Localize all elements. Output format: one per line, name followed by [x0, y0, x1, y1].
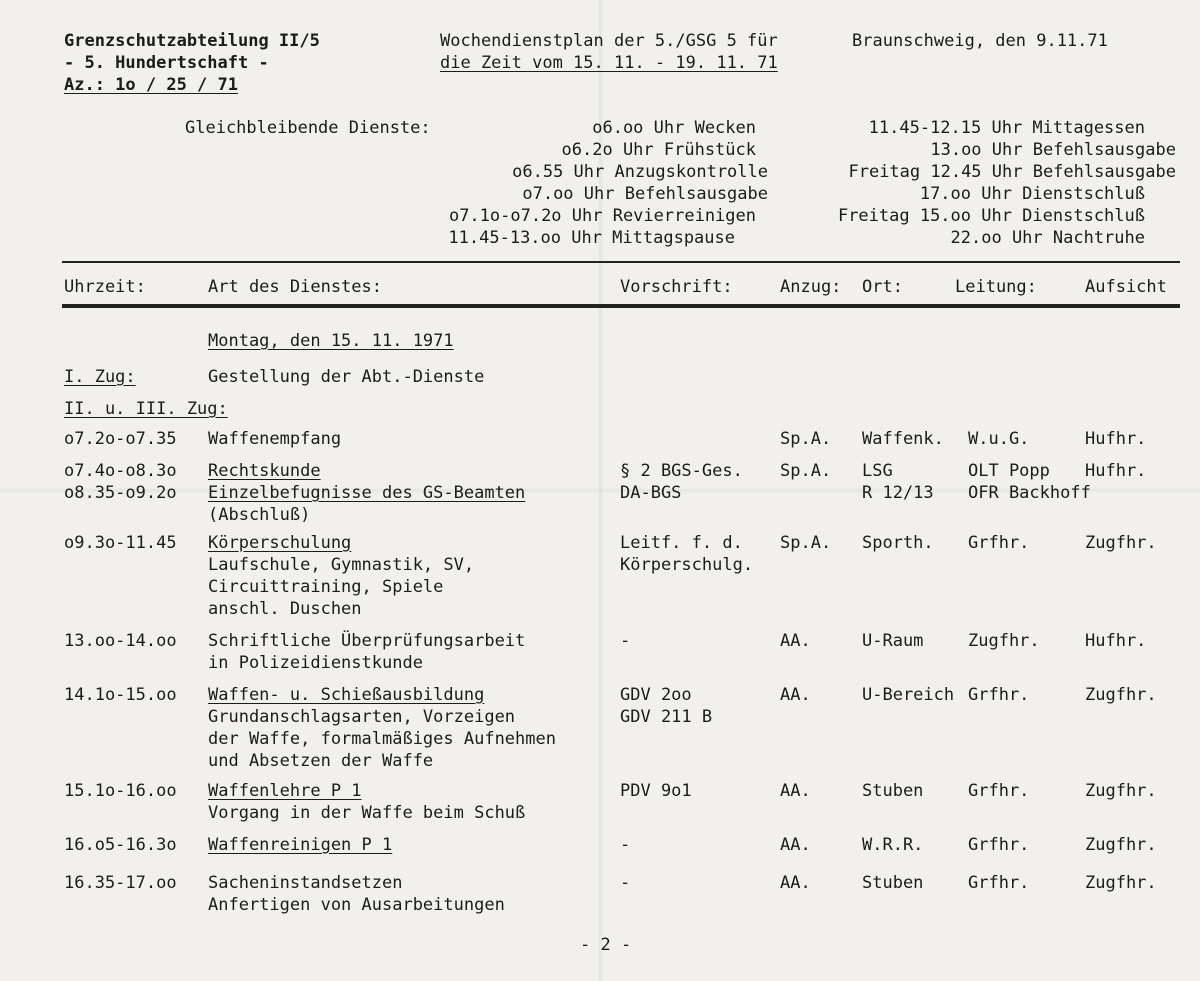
standing-duty-right: 11.45-12.15 Uhr Mittagessen	[868, 118, 1145, 138]
row-time: 14.1o-15.oo	[64, 685, 177, 705]
row-supervision: Zugfhr.	[1085, 685, 1157, 705]
standing-duty-right: Freitag 12.45 Uhr Befehlsausgabe	[848, 162, 1176, 182]
row-regulation: § 2 BGS-Ges.	[620, 461, 743, 481]
zug1-label: I. Zug:	[64, 367, 136, 387]
row-regulation: -	[620, 631, 631, 651]
row-regulation: Körperschulg.	[620, 555, 754, 575]
standing-duty-right: 22.oo Uhr Nachtruhe	[950, 228, 1145, 248]
row-topic: Rechtskunde	[208, 461, 321, 481]
row-topic-detail: Vorgang in der Waffe beim Schuß	[208, 803, 526, 823]
zug1-assignment: Gestellung der Abt.-Dienste	[208, 367, 485, 387]
row-topic-detail: in Polizeidienstkunde	[208, 653, 423, 673]
row-location: Stuben	[862, 873, 924, 893]
row-location: R 12/13	[862, 483, 934, 503]
row-regulation: Leitf. f. d.	[620, 533, 743, 553]
column-header-leitung: Leitung:	[955, 277, 1037, 297]
column-header-vorschrift: Vorschrift:	[620, 277, 733, 297]
column-header-aufsicht: Aufsicht	[1085, 277, 1167, 297]
row-location: Sporth.	[862, 533, 934, 553]
day-title: Montag, den 15. 11. 1971	[208, 331, 454, 351]
row-regulation: PDV 9o1	[620, 781, 692, 801]
unit-name: Grenzschutzabteilung II/5	[64, 31, 320, 51]
row-uniform: AA.	[780, 873, 811, 893]
row-leader: Grfhr.	[968, 835, 1030, 855]
row-supervision: Zugfhr.	[1085, 835, 1157, 855]
row-leader: W.u.G.	[968, 429, 1030, 449]
row-topic: Schriftliche Überprüfungsarbeit	[208, 631, 526, 651]
column-header-art: Art des Dienstes:	[208, 277, 382, 297]
place-date: Braunschweig, den 9.11.71	[852, 31, 1108, 51]
standing-duty-right: Freitag 15.oo Uhr Dienstschluß	[837, 206, 1145, 226]
row-regulation: DA-BGS	[620, 483, 682, 503]
row-uniform: AA.	[780, 631, 811, 651]
row-topic: Einzelbefugnisse des GS-Beamten	[208, 483, 526, 503]
row-time: 15.1o-16.oo	[64, 781, 177, 801]
row-topic: Körperschulung	[208, 533, 352, 553]
row-leader: Grfhr.	[968, 781, 1030, 801]
row-uniform: AA.	[780, 781, 811, 801]
row-uniform: Sp.A.	[780, 533, 832, 553]
plan-title-line1: Wochendienstplan der 5./GSG 5 für	[440, 31, 778, 51]
column-header-time: Uhrzeit:	[64, 277, 146, 297]
row-location: Stuben	[862, 781, 924, 801]
row-leader: OFR Backhoff	[968, 483, 1091, 503]
row-topic-detail: der Waffe, formalmäßiges Aufnehmen	[208, 729, 556, 749]
standing-duty-left: o7.1o-o7.2o Uhr Revierreinigen	[448, 206, 756, 226]
row-location: Waffenk.	[862, 429, 944, 449]
standing-duty-left: 11.45-13.oo Uhr Mittagspause	[448, 228, 735, 248]
row-time: 16.o5-16.3o	[64, 835, 177, 855]
row-topic-detail: Anfertigen von Ausarbeitungen	[208, 895, 505, 915]
header-rule-bottom	[62, 304, 1180, 308]
row-uniform: AA.	[780, 685, 811, 705]
standing-duty-left: o7.oo Uhr Befehlsausgabe	[522, 184, 768, 204]
row-regulation: GDV 211 B	[620, 707, 713, 727]
row-topic-detail: Grundanschlagsarten, Vorzeigen	[208, 707, 516, 727]
page-number: - 2 -	[580, 935, 632, 955]
column-header-anzug: Anzug:	[780, 277, 842, 297]
unit-subdivision: - 5. Hundertschaft -	[64, 53, 269, 73]
row-topic-detail: anschl. Duschen	[208, 599, 362, 619]
standing-duty-right: 17.oo Uhr Dienstschluß	[919, 184, 1145, 204]
plan-title-line2: die Zeit vom 15. 11. - 19. 11. 71	[440, 53, 778, 73]
row-uniform: AA.	[780, 835, 811, 855]
column-header-ort: Ort:	[862, 277, 903, 297]
row-leader: Zugfhr.	[968, 631, 1040, 651]
row-topic-detail: Circuittraining, Spiele	[208, 577, 444, 597]
row-time: o7.4o-o8.3o	[64, 461, 177, 481]
row-regulation: GDV 2oo	[620, 685, 692, 705]
row-location: U-Bereich	[862, 685, 955, 705]
row-topic: Waffenlehre P 1	[208, 781, 362, 801]
row-topic: Sacheninstandsetzen	[208, 873, 403, 893]
row-topic: Waffenempfang	[208, 429, 342, 449]
row-time: 16.35-17.oo	[64, 873, 177, 893]
row-time: o7.2o-o7.35	[64, 429, 177, 449]
header-rule-top	[62, 261, 1180, 263]
standing-duty-right: 13.oo Uhr Befehlsausgabe	[930, 140, 1176, 160]
row-supervision: Zugfhr.	[1085, 533, 1157, 553]
row-topic-detail: und Absetzen der Waffe	[208, 751, 434, 771]
row-regulation: -	[620, 873, 631, 893]
row-time: o9.3o-11.45	[64, 533, 177, 553]
row-supervision: Hufhr.	[1085, 631, 1147, 651]
row-supervision: Hufhr.	[1085, 429, 1147, 449]
zug23-label: II. u. III. Zug:	[64, 399, 228, 419]
row-location: W.R.R.	[862, 835, 924, 855]
reference-number: Az.: 1o / 25 / 71	[64, 75, 238, 95]
row-supervision: Zugfhr.	[1085, 781, 1157, 801]
row-regulation: -	[620, 835, 631, 855]
row-location: LSG	[862, 461, 893, 481]
row-topic-detail: Laufschule, Gymnastik, SV,	[208, 555, 475, 575]
row-supervision: Hufhr.	[1085, 461, 1147, 481]
standing-duties-label: Gleichbleibende Dienste:	[185, 118, 431, 138]
row-uniform: Sp.A.	[780, 429, 832, 449]
row-topic: Waffen- u. Schießausbildung	[208, 685, 485, 705]
row-leader: Grfhr.	[968, 685, 1030, 705]
row-topic: Waffenreinigen P 1	[208, 835, 393, 855]
row-time: 13.oo-14.oo	[64, 631, 177, 651]
standing-duty-left: o6.55 Uhr Anzugskontrolle	[512, 162, 768, 182]
row-time: o8.35-o9.2o	[64, 483, 177, 503]
row-leader: Grfhr.	[968, 873, 1030, 893]
row-supervision: Zugfhr.	[1085, 873, 1157, 893]
standing-duty-left: o6.oo Uhr Wecken	[592, 118, 756, 138]
row-topic-detail: (Abschluß)	[208, 505, 311, 525]
row-leader: Grfhr.	[968, 533, 1030, 553]
row-location: U-Raum	[862, 631, 924, 651]
row-uniform: Sp.A.	[780, 461, 832, 481]
standing-duty-left: o6.2o Uhr Frühstück	[561, 140, 756, 160]
row-leader: OLT Popp	[968, 461, 1050, 481]
